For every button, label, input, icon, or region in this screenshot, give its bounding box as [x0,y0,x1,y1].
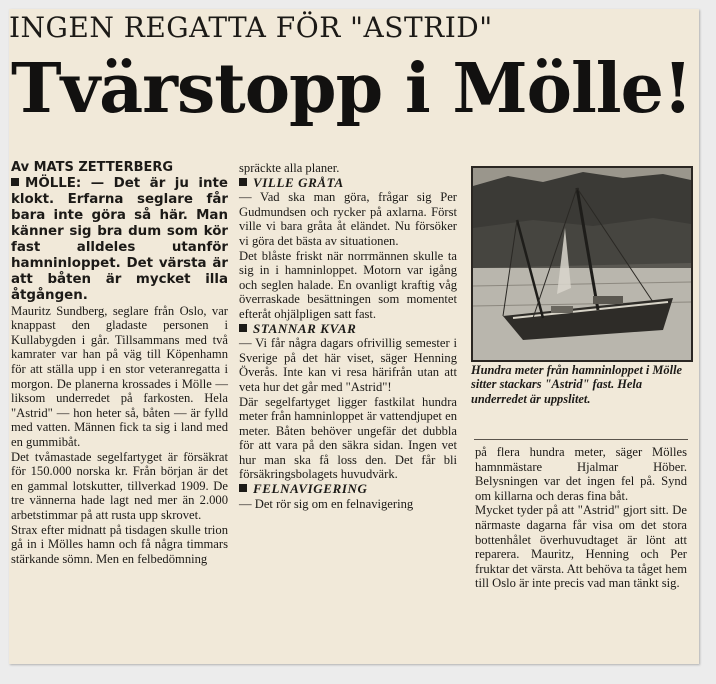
sailboat-photo [471,166,693,362]
column-3 [475,445,687,591]
subhead-stannar-kvar: STANNAR KVAR [239,322,457,337]
kicker-headline: INGEN REGATTA FÖR "ASTRID" [9,11,493,44]
body-paragraph: på flera hundra meter, säger Mölles hamnmästare Hjalmar Höber. Belysningen var det ingen fel på. Synd om killarna och deras fina båt. [475,445,687,503]
body-paragraph: Det blåste friskt när norrmännen skulle ta sig in i hamninloppet. Motorn var igång och seglen halade. En ovanligt kraftig våg överraskade besättningen som momentet efteråt ohjälpligen satt fast. [239,248,457,321]
bullet-square-icon [239,178,247,186]
column-2 [239,161,457,511]
main-headline: Tvärstopp i Mölle! [11,49,692,129]
lead-paragraph: MÖLLE: — Det är ju inte klokt. Erfarna seglare får bara inte göra så här. Man känner sig bra dum som kör fast alldeles utanför hamninloppet. Det värsta är att båten är mycket illa åtgången. [11,175,228,303]
sailboat-illustration [473,168,691,360]
byline: Av MATS ZETTERBERG [11,160,174,175]
body-paragraph: — Det rör sig om en felnavigering [239,496,414,511]
bullet-square-icon [239,484,247,492]
body-paragraph: Mycket tyder på att "Astrid" gjort sitt. De närmaste dagarna får visa om det stora bottenhålet överhuvudtaget är lönt att reparera. Mauritz, Henning och Per fruktar det värsta. Att behöva ta tåget hem till Oslo är inte precis vad man tänkt sig. [475,503,687,591]
column-1 [11,161,228,566]
subhead-ville-grata: VILLE GRÅTA [239,176,457,191]
body-paragraph: Där segelfartyget ligger fastkilat hundra meter från hamninloppet är vattendjupet en meter. Båten behöver ungefär det dubbla för att vara på den säkra sidan. Ingen vet hur man ska få loss den. Det får bli försäkringsbolagets huvudvärk. [239,394,457,482]
body-paragraph: Mauritz Sundberg, seglare från Oslo, var knappast den gladaste personen i Kullabygden i går. Tillsammans med två kamrater var han på väg till Köpenhamn för att ställa upp i en stor veteranregatta i morgon. De planerna krossades i Mölle — liksom underredet på farkosten. Hela "Astrid" — hon heter så, båten — är fylld med vatten. Männen fick ta sig i land med en gummibåt. [11,303,228,449]
body-paragraph: Strax efter midnatt på tisdagen skulle trion gå in i Mölles hamn och få några timmars stärkande sömn. Men en felbedömning [11,522,228,566]
newspaper-clipping [9,9,699,664]
caption-divider [474,439,688,440]
subhead-felnavigering: FELNAVIGERING [239,482,457,497]
body-paragraph: spräckte alla planer. [239,161,340,175]
bullet-square-icon [11,178,19,186]
photo-caption: Hundra meter från hamninloppet i Mölle sitter stackars "Astrid" fast. Hela underredet är uppslitet. [471,363,683,406]
body-paragraph: — Vad ska man göra, frågar sig Per Gudmundsen och rycker på axlarna. Först ville vi bara gråta åt eländet. Nu försöker vi göra det bästa av situationen. [239,190,457,248]
body-paragraph: — Vi får några dagars ofrivillig semester i Sverige på det här viset, säger Henning Överås. Inte kan vi resa härifrån utan att veta hur det går med "Astrid"! [239,336,457,394]
bullet-square-icon [239,324,247,332]
body-paragraph: Det tvåmastade segelfartyget är försäkrat för 150.000 norska kr. Från början är det en gammal lotskutter, tillverkad 1909. De tre vännerna hade lagt ned mer än 2.000 arbetstimmar på att rusta upp skrovet. [11,449,228,522]
